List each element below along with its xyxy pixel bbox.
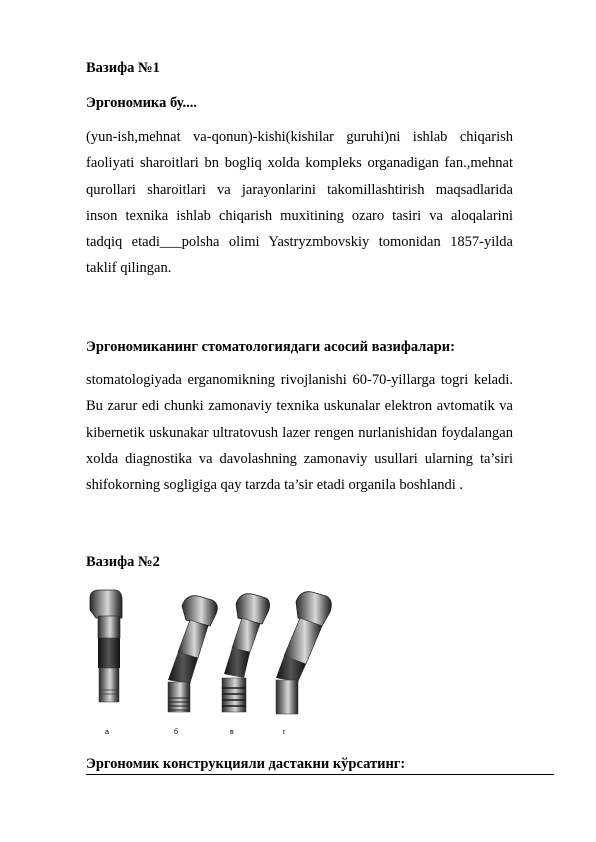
handpiece-a (90, 590, 122, 702)
figure-label-c: в (230, 729, 234, 736)
paragraph-line: qurollari sharoitlari va jarayonlarini takomillashtirish maqsadlarida (86, 181, 513, 198)
paragraph-line: inson texnika ishlab chiqarish muxitining ozaro tasiri va aloqalarini (86, 207, 513, 224)
paragraph-line: faoliyati sharoitlari bn bogliq xolda kompleks organadigan fan.,mehnat (86, 155, 513, 172)
paragraph-line: kibernetik uskunakar ultratovush lazer rengen nurlanishidan foydalangan (86, 424, 513, 441)
paragraph-line: Bu zarur edi chunki zamonaviy texnika uskunalar elektron avtomatik va (86, 398, 513, 415)
task1-subheading: Эргономика бу.... (86, 95, 197, 111)
dentistry-heading: Эргономиканинг стоматологиядаги асосий вазифалари: (86, 339, 455, 355)
handpiece-d (276, 592, 331, 714)
task2-prompt: Эргономик конструкцияли дастакни кўрсатинг: (86, 756, 554, 775)
handpieces-illustration (86, 586, 336, 738)
task1-heading: Вазифа №1 (86, 60, 160, 76)
handpiece-b (168, 596, 217, 712)
task2-heading: Вазифа №2 (86, 554, 160, 570)
figure-label-d: г (283, 729, 286, 736)
paragraph-line: tadqiq etadi___polsha olimi Yastryzmbovskiy tomonidan 1857-yilda (86, 234, 513, 251)
paragraph-line: stomatologiyada erganomikning rivojlanishi 60-70-yillarga togri keladi. (86, 372, 513, 388)
handpiece-c (222, 594, 270, 712)
figure-label-b: б (174, 729, 179, 736)
paragraph-line: (yun-ish,mehnat va-qonun)-kishi(kishilar guruhi)ni ishlab chiqarish (86, 129, 513, 145)
paragraph-line: xolda diagnostika va davolashning zamonaviy usullari ularning ta’siri (86, 450, 513, 467)
task1-paragraph (86, 124, 513, 282)
figure-label-a: а (105, 729, 109, 736)
paragraph-line: shifokorning sogligiga qay tarzda ta’sir etadi organila boshlandi . (86, 477, 464, 494)
dentistry-paragraph (86, 367, 513, 498)
paragraph-line: taklif qilingan. (86, 260, 172, 277)
handpieces-figure (86, 586, 336, 738)
